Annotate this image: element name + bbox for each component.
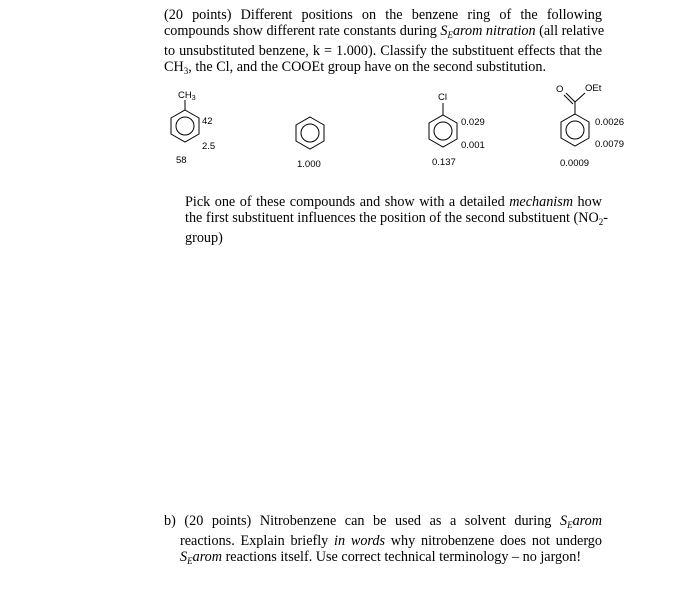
question-b-text xyxy=(164,513,602,569)
ortho-value: 0.029 xyxy=(461,117,485,128)
substituent-label: Cl xyxy=(438,92,447,103)
benzene-ring xyxy=(296,117,324,149)
question-b-line-3: $S_Earom$ reactions itself. Use correct technical terminology – no jargon! xyxy=(180,549,582,566)
substituent-label: OEt xyxy=(585,83,602,94)
meta-value: 0.001 xyxy=(461,140,485,151)
carbonyl-bond-2 xyxy=(564,95,573,104)
question-b-line-1: b) (20 points) Nitrobenzene can be used as a solvent during $S_Earom$ xyxy=(164,513,602,530)
carbonyl-o-label: O xyxy=(556,84,564,95)
meta-value: 2.5 xyxy=(202,141,216,152)
para-value: 0.137 xyxy=(432,157,456,168)
compound-toluene xyxy=(171,90,215,166)
question-a-line-1: (20 points) Different positions on the benzene ring of the following xyxy=(164,7,602,23)
pick-line-3: group) xyxy=(185,230,223,246)
para-value: 0.0009 xyxy=(560,158,590,169)
benzene-ring xyxy=(171,110,199,142)
substituent-label: $CH_3$ xyxy=(178,90,196,102)
question-a-line-2: compounds show different rate constants during $S_Earom$ nitration (all relative xyxy=(164,23,605,40)
aromatic-circle xyxy=(176,117,194,135)
compound-benzene xyxy=(296,117,324,170)
aromatic-circle xyxy=(566,121,584,139)
pick-compound-text xyxy=(185,194,608,246)
pick-line-2: the first substituent influences the position of the second substituent ($NO_2-$ xyxy=(185,210,608,227)
benzene-ring xyxy=(429,115,457,147)
ester-bond xyxy=(575,93,585,102)
question-b-line-2: reactions. Explain briefly in words why nitrobenzene does not undergo xyxy=(180,533,602,549)
question-a-line-3: to unsubstituted benzene, k = 1.000). Classify the substituent effects that the xyxy=(164,43,602,59)
carbonyl-bond xyxy=(566,93,575,102)
aromatic-circle xyxy=(434,122,452,140)
aromatic-circle xyxy=(301,124,319,142)
benzene-ring xyxy=(561,114,589,146)
reference-value: 1.000 xyxy=(297,159,321,170)
para-value: 58 xyxy=(176,155,187,166)
pick-line-1: Pick one of these compounds and show with a detailed mechanism how xyxy=(185,194,602,210)
ortho-value: 42 xyxy=(202,116,213,127)
compound-ethyl-benzoate xyxy=(556,83,624,169)
question-a-line-4: $CH_3$, the Cl, and the COOEt group have on the second substitution. xyxy=(164,59,547,76)
compound-chlorobenzene xyxy=(429,92,485,168)
question-a-text xyxy=(164,7,605,79)
ortho-value: 0.0026 xyxy=(595,117,625,128)
meta-value: 0.0079 xyxy=(595,139,625,150)
